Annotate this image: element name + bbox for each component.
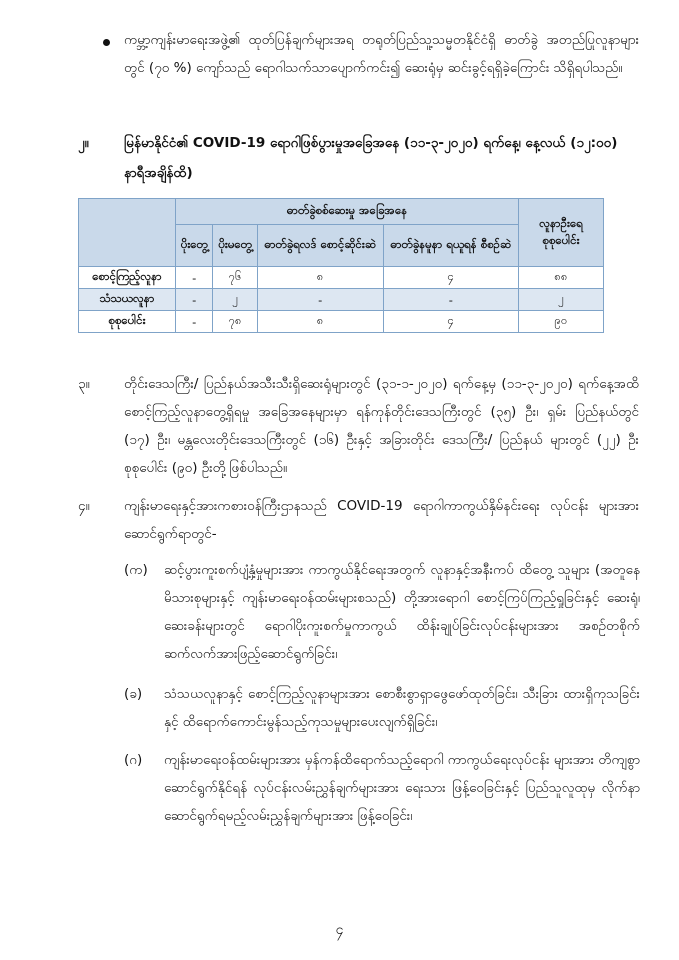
item-b-text: သံသယလူနာနှင့် စောင့်ကြည့်လူနာများအား စောစီးစွာရှာဖွေဖော်ထုတ်ခြင်း၊ သီးခြား ထားရှိကုသခြင်းနှင့် ထိရောက်ကောင်းမွန်သည့်ကုသမှုများပေးလျက်ရှိခြင်း၊	[164, 686, 640, 730]
table-row	[79, 289, 604, 311]
table-row-label: သံသယလူနာ	[79, 289, 176, 311]
table-cell: -	[383, 289, 518, 311]
page-number: ၄	[335, 922, 344, 938]
table-cell: -	[176, 311, 213, 333]
table-col-header: ပိုးတွေ့	[176, 225, 213, 267]
table-cell: ၂	[519, 289, 604, 311]
item-b-label: (ခ)	[124, 686, 143, 702]
table-total-header: လူနာဦးရေ စုစုပေါင်း	[519, 199, 604, 267]
bullet-paragraph: ကမ္ဘာ့ကျန်းမာရေးအဖွဲ့၏ ထုတ်ပြန်ချက်များအရ တရုတ်ပြည်သူ့သမ္မတနိုင်ငံရှိ ဓာတ်ခွဲ အတည်ပြုလူနာများတွင် (၇၀ %) ကျော်သည် ရောဂါသက်သာပျောက်ကင်း၍ ဆေးရုံမှ ဆင်းခွင့်ရရှိခဲ့ကြောင်း သိရှိရပါသည်။	[124, 32, 639, 76]
section-2-heading: မြန်မာနိုင်ငံ၏ COVID-19 ရောဂါဖြစ်ပွားမှုအခြေအနေ (၁၁-၃-၂၀၂၀) ရက်နေ့၊ နေ့လယ် (၁၂:၀၀) နာရီအချိန်ထိ)	[124, 135, 618, 181]
table-cell: ၂	[213, 289, 257, 311]
covid-status-table	[78, 198, 604, 333]
table-cell: ၇၈	[213, 311, 257, 333]
table-cell: ၈	[257, 267, 383, 289]
table-cell: -	[176, 267, 213, 289]
table-col-header: ပိုးမတွေ့	[213, 225, 257, 267]
section-2-number: ၂။	[78, 135, 89, 151]
table-col-header: ဓာတ်ခွဲရလဒ် စောင့်ဆိုင်းဆဲ	[257, 225, 383, 267]
table-cell: ၄	[383, 311, 518, 333]
table-cell: ၈	[257, 311, 383, 333]
table-cell: ၉၀	[519, 311, 604, 333]
table-col-header: ဓာတ်ခွဲနမူနာ ရယူရန် စီစဉ်ဆဲ	[383, 225, 518, 267]
table-corner-cell	[79, 199, 176, 267]
table-row	[79, 267, 604, 289]
table-cell: ၈၈	[519, 267, 604, 289]
table-cell: ၇၆	[213, 267, 257, 289]
table-row-label: စောင့်ကြည့်လူနာ	[79, 267, 176, 289]
item-c-label: (ဂ)	[124, 752, 143, 768]
section-3-text: တိုင်းဒေသကြီး/ ပြည်နယ်အသီးသီးရှိဆေးရုံများတွင် (၃၁-၁-၂၀၂၀) ရက်နေ့မှ (၁၁-၃-၂၀၂၀) ရက်နေ့အထိ စောင့်ကြည့်လူနာတွေ့ရှိရမှု အခြေအနေများမှာ ရန်ကုန်တိုင်းဒေသကြီးတွင် (၃၅) ဦး၊ ရှမ်း ပြည်နယ်တွင် (၁၇) ဦး၊ မန္တလေးတိုင်းဒေသကြီးတွင် (၁၆) ဦးနှင့် အခြားတိုင်း ဒေသကြီး/ ပြည်နယ် များတွင် (၂၂) ဦး စုစုပေါင်း (၉၀) ဦးတို့ဖြစ်ပါသည်။	[124, 376, 639, 476]
table-group-header: ဓာတ်ခွဲစစ်ဆေးမှု အခြေအနေ	[176, 199, 519, 225]
section-3-number: ၃။	[78, 376, 90, 392]
section-4-text: ကျန်းမာရေးနှင့်အားကစားဝန်ကြီးဌာနသည် COVID-19 ရောဂါကာကွယ်နှိမ်နင်းရေး လုပ်ငန်း များအား ဆောင်ရွက်ရာတွင်-	[124, 498, 639, 542]
table-cell: -	[176, 289, 213, 311]
bullet-marker	[103, 39, 110, 46]
table-cell: -	[257, 289, 383, 311]
table-row-label: စုစုပေါင်း	[79, 311, 176, 333]
table-row	[79, 311, 604, 333]
table-cell: ၄	[383, 267, 518, 289]
section-4-number: ၄။	[78, 498, 90, 514]
item-a-label: (က)	[124, 562, 148, 578]
item-a-text: ဆင့်ပွားကူးစက်ပျံ့နှံ့မှုများအား ကာကွယ်နိုင်ရေးအတွက် လူနာနှင့်အနီးကပ် ထိတွေ့ သူများ (အတူနေမိသားစုများနှင့် ကျန်းမာရေးဝန်ထမ်းများစသည်) တို့အားရောဂါ စောင့်ကြပ်ကြည့်ရှုခြင်းနှင့် ဆေးရုံ၊ ဆေးခန်းများတွင် ရောဂါပိုးကူးစက်မှုကာကွယ် ထိန်းချုပ်ခြင်းလုပ်ငန်းများအား အစဉ်တစိုက် ဆက်လက်အားဖြည့်ဆောင်ရွက်ခြင်း၊	[164, 562, 640, 662]
item-c-text: ကျန်းမာရေးဝန်ထမ်းများအား မှန်ကန်ထိရောက်သည့်ရောဂါ ကာကွယ်ရေးလုပ်ငန်း များအား တိကျစွာဆောင်ရွက်နိုင်ရန် လုပ်ငန်းလမ်းညွှန်ချက်များအား ရေးသား ဖြန့်ဝေခြင်းနှင့် ပြည်သူလူထုမှ လိုက်နာဆောင်ရွက်ရမည့်လမ်းညွှန်ချက်များအား ဖြန့်ဝေခြင်း၊	[164, 752, 640, 824]
